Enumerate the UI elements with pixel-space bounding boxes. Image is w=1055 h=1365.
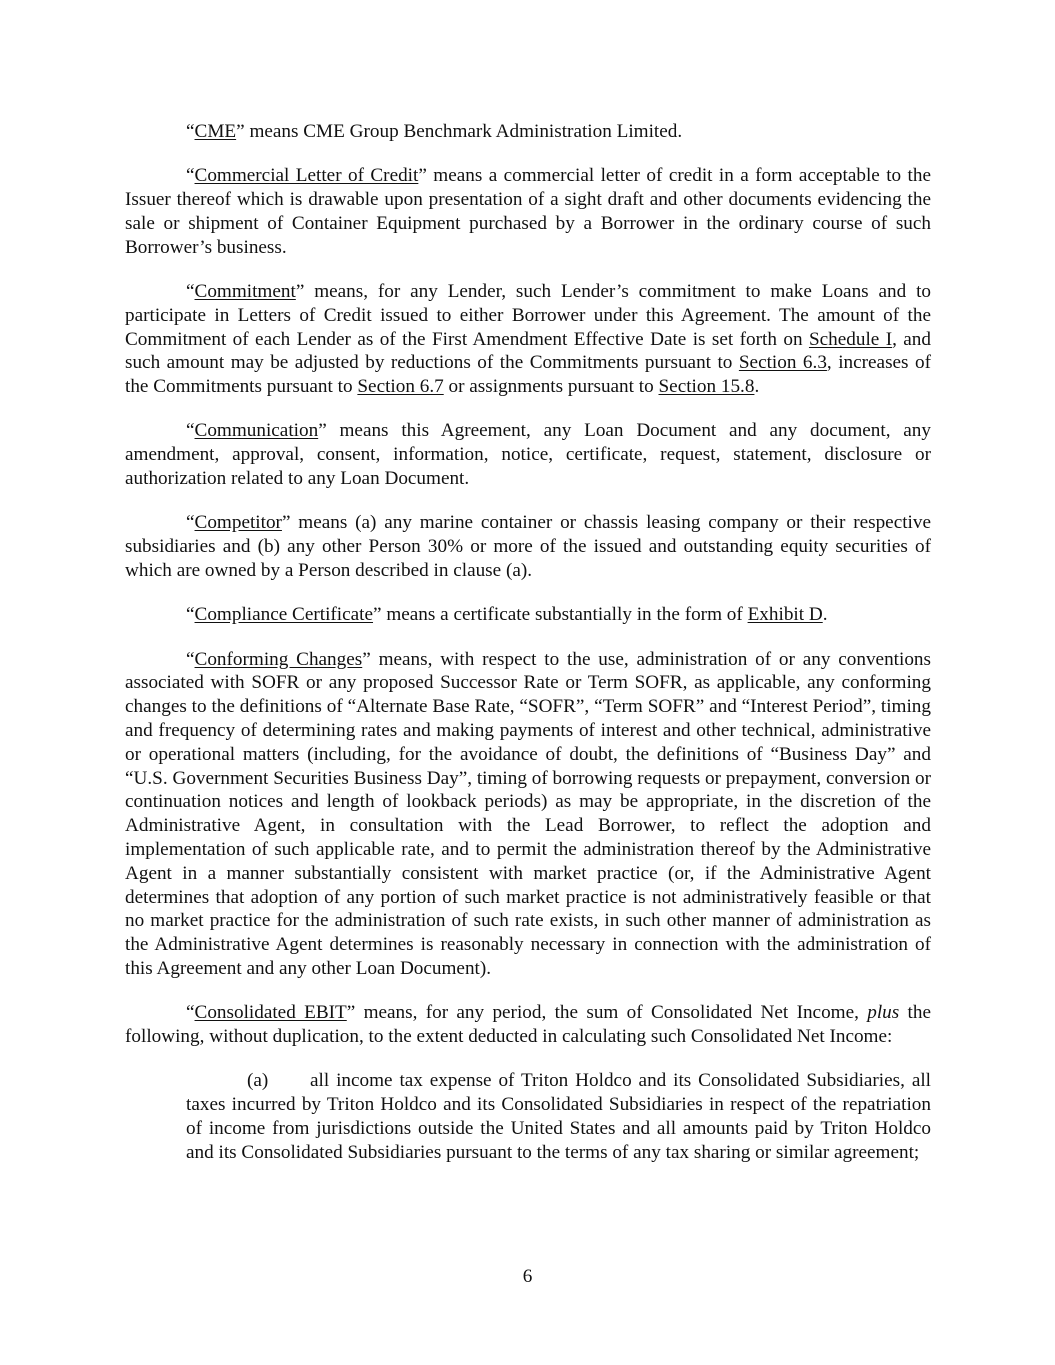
open-quote: “ <box>186 121 195 142</box>
open-quote: “ <box>186 648 195 670</box>
definition-competitor <box>125 511 931 582</box>
definition-commercial-letter-of-credit <box>125 164 931 259</box>
definition-text: ” means a certificate substantially in the form of <box>373 604 748 626</box>
document-page <box>125 120 931 1164</box>
definition-text: ” means, with respect to the use, administration of or any conventions associated with SOFR or any proposed Successor Rate or Term SOFR, as applicable, any conforming changes to the definitions of “Alternate Base Rate, “SOFR”, “Term SOFR” and “Interest Period”, timing and frequency of determining rates and making payments of interest and other technical, administrative or operational matters (including, for the avoidance of doubt, the definitions of “Business Day” and “U.S. Government Securities Business Day”, timing of borrowing requests or prepayment, conversion or continuation notices and length of lookback periods) as may be appropriate, in the discretion of the Administrative Agent, in consultation with the Lead Borrower, to reflect the adoption and implementation of such applicable rate, and to permit the administration thereof by the Administrative Agent in a manner substantially consistent with market practice (or, if the Administrative Agent determines that adoption of any portion of such market practice is not administratively feasible or that no market practice for the administration of such rate exists, in such other manner of administration as the Administrative Agent determines is reasonably necessary in connection with the administration of this Agreement and any other Loan Document). <box>125 648 931 979</box>
open-quote: “ <box>186 165 195 187</box>
defined-term: Compliance Certificate <box>194 604 374 626</box>
definition-text: . <box>822 604 828 626</box>
page-number: 6 <box>522 1266 533 1287</box>
cross-reference: Schedule I <box>808 328 893 350</box>
definition-text: ” means, for any period, the sum of Consolidated Net Income, <box>346 1002 868 1024</box>
definition-compliance-certificate <box>125 603 931 627</box>
definition-text: ” means this Agreement, any Loan Document and any document, any amendment, approval, consent, information, notice, certificate, request, statement, disclosure or authorization related to any Loan Document. <box>125 420 931 490</box>
definition-text: ” means (a) any marine container or chassis leasing company or their respective subsidiaries and (b) any other Person 30% or more of the issued and outstanding equity securities of which are owned by a Person described in clause (a). <box>125 512 931 581</box>
definition-commitment <box>125 280 931 399</box>
definition-text: or assignments pursuant to <box>443 376 659 398</box>
cross-reference: Exhibit D <box>747 604 823 626</box>
definition-text: . <box>754 376 760 398</box>
defined-term: Communication <box>194 420 319 442</box>
definition-cme <box>125 120 931 144</box>
open-quote: “ <box>186 512 195 534</box>
defined-term: Competitor <box>194 512 282 534</box>
definition-text: , and such amount may be adjusted by reductions of the Commitments pursuant to <box>125 328 931 374</box>
cross-reference: Section 6.3 <box>738 352 827 374</box>
cross-reference: Section 15.8 <box>658 376 755 398</box>
emphasis-plus: plus <box>867 1002 900 1024</box>
definition-text: the following, without duplication, to the extent deducted in calculating such Consolidated Net Income: <box>125 1002 931 1047</box>
open-quote: “ <box>186 1002 195 1024</box>
defined-term: Conforming Changes <box>194 648 363 670</box>
defined-term: Commercial Letter of Credit <box>194 165 419 187</box>
definition-consolidated-ebit <box>125 1001 931 1049</box>
definition-text: ” means CME Group Benchmark Administration Limited. <box>236 121 683 142</box>
open-quote: “ <box>186 280 195 302</box>
clause-text: all income tax expense of Triton Holdco and its Consolidated Subsidiaries, all taxes incurred by Triton Holdco and its Consolidated Subsidiaries in respect of the repatriation of income from jurisdictions outside the United States and all amounts paid by Triton Holdco and its Consolidated Subsidiaries pursuant to the terms of any tax sharing or similar agreement; <box>186 1070 931 1163</box>
definition-text: ” means a commercial letter of credit in a form acceptable to the Issuer thereof which is drawable upon presentation of a sight draft and other documents evidencing the sale or shipment of Container Equipment purchased by a Borrower in the ordinary course of such Borrower’s business. <box>125 165 931 258</box>
defined-term: Consolidated EBIT <box>194 1002 347 1024</box>
clause-a <box>186 1069 931 1164</box>
clause-label: (a) <box>247 1070 269 1092</box>
cross-reference: Section 6.7 <box>357 376 444 398</box>
open-quote: “ <box>186 420 195 442</box>
definition-text: , increases of the Commitments pursuant to <box>125 352 931 398</box>
definition-conforming-changes <box>125 648 931 981</box>
open-quote: “ <box>186 604 195 626</box>
definition-text: ” means, for any Lender, such Lender’s commitment to make Loans and to participate in Letters of Credit issued to either Borrower under this Agreement. The amount of the Commitment of each Lender as of the First Amendment Effective Date is set forth on <box>125 280 931 350</box>
defined-term: Commitment <box>194 280 296 302</box>
definition-communication <box>125 419 931 490</box>
defined-term: CME <box>194 121 237 142</box>
